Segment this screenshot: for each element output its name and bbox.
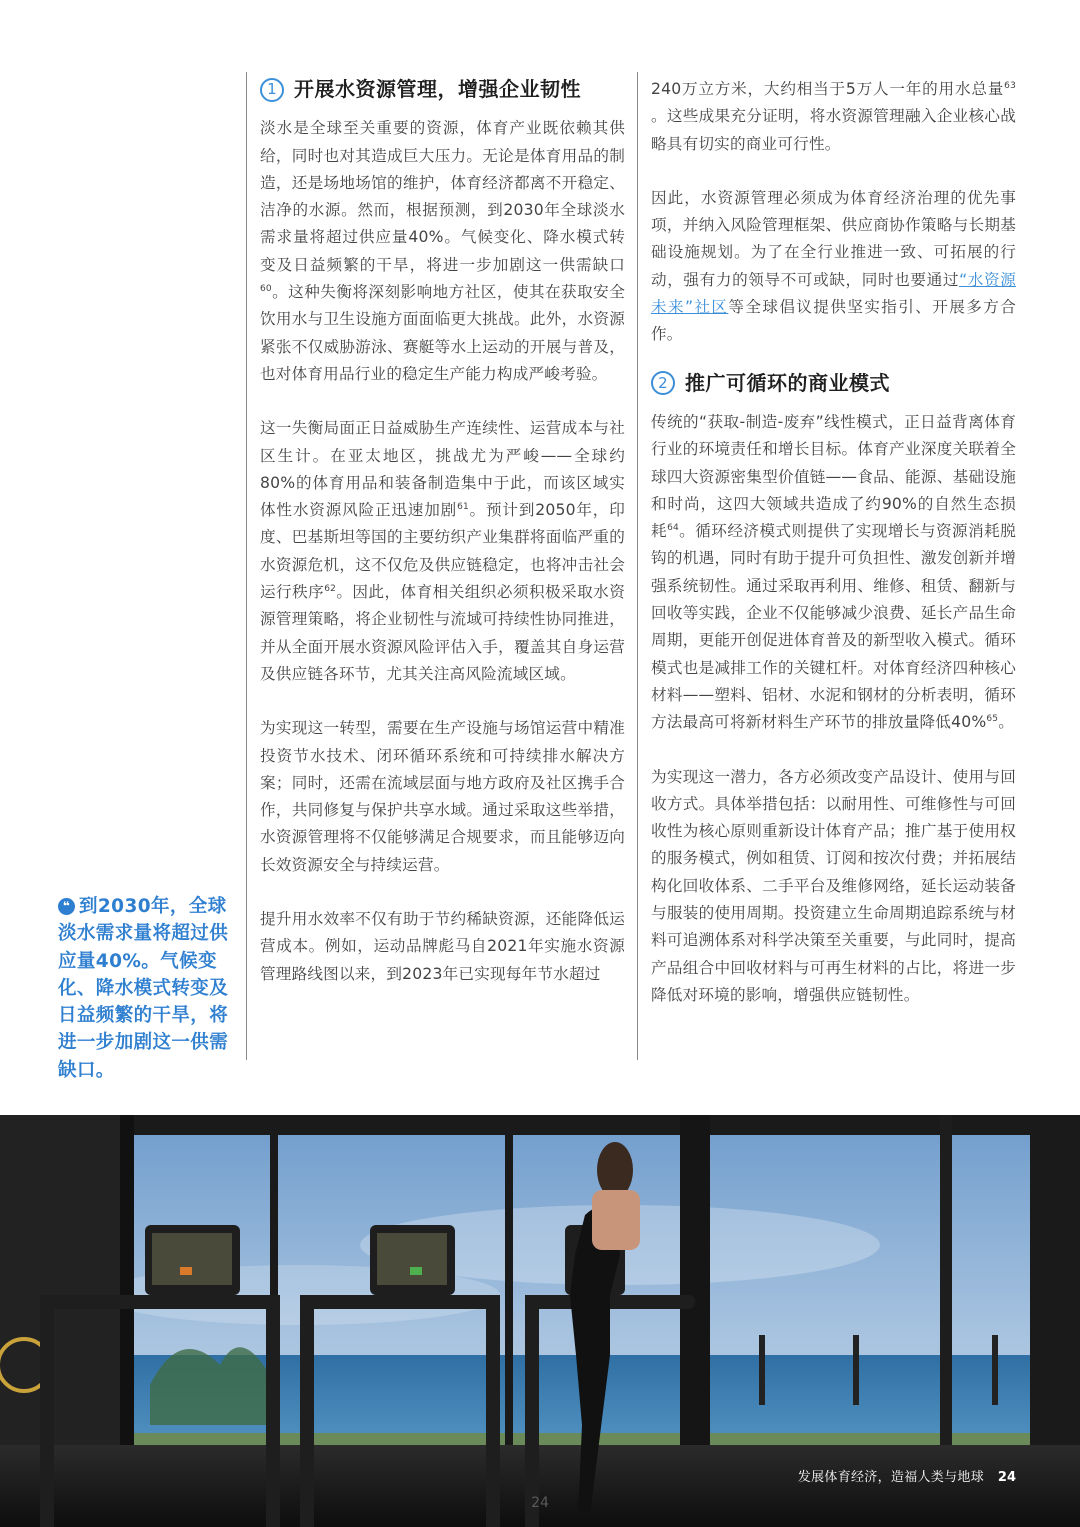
paragraph-2: 这一失衡局面正日益威胁生产连续性、运营成本与社区生计。在亚太地区，挑战尤为严峻——全球约80%的体育用品和装备制造集中于此，而该区域实体性水资源风险正迅速加剧$^{61}$。预计到2050年，印度、巴基斯坦等国的主要纺织产业集群将面临严重的水资源危机，这不仅危及供应链稳定，也将冲击社会运行秩序$^{62}$。因此，体育相关组织必须积极采取水资源管理策略，将企业韧性与流域可持续性协同推进，并从全面开展水资源风险评估入手，覆盖其自身运营及供应链各环节，尤其关注高风险流域区域。 (260, 419, 625, 683)
right-column (651, 76, 1016, 1036)
paragraph-1: 淡水是全球至关重要的资源，体育产业既依赖其供给，同时也对其造成巨大压力。无论是体育用品的制造，还是场地场馆的维护，体育经济都离不开稳定、洁净的水源。然而，根据预测，到2030年全球淡水需求量将超过供应量40%。气候变化、降水模式转变及日益频繁的干旱，将进一步加剧这一供需缺口$^{60}$。这种失衡将深刻影响地方社区，使其在获取安全饮用水与卫生设施方面面临更大挑战。此外，水资源紧张不仅威胁游泳、赛艇等水上运动的开展与普及，也对体育用品行业的稳定生产能力构成严峻考验。 (260, 119, 625, 383)
paragraph-7: 传统的“获取-制造-废弃”线性模式，正日益背离体育行业的环境责任和增长目标。体育产业深度关联着全球四大资源密集型价值链——食品、能源、基础设施和时尚，这四大领域共造成了约90%的自然生态损耗$^{64}$。循环经济模式则提供了实现增长与资源消耗脱钩的机遇，同时有助于提升可负担性、激发创新并增强系统韧性。通过采取再利用、维修、租赁、翻新与回收等实践，企业不仅能够减少浪费、延长产品生命周期，更能开创促进体育普及的新型收入模式。循环模式也是减排工作的关键杠杆。对体育经济四种核心材料——塑料、铝材、水泥和钢材的分析表明，循环方法最高可将新材料生产环节的排放量降低40%$^{65}$。 (651, 412, 1017, 732)
page-number: 24 (997, 1470, 1016, 1485)
footnote-ref-64[interactable]: 64 (667, 522, 679, 533)
footnote-ref-65[interactable]: 65 (986, 714, 999, 725)
paragraph-5: 240万立方米，大约相当于5万人一年的用水总量$^{63}$ 。这些成果充分证明，将水资源管理融入企业核心战略具有切实的商业可行性。 (651, 80, 1016, 153)
pull-quote (58, 893, 238, 1084)
footnote-ref-60[interactable]: 60 (260, 283, 272, 294)
quote-icon: ❝ (58, 898, 75, 915)
section-2-heading (651, 370, 1016, 397)
paragraph-3: 为实现这一转型，需要在生产设施与场馆运营中精准投资节水技术、闭环循环系统和可持续排水解决方案；同时，还需在流域层面与地方政府及社区携手合作，共同修复与保护共享水域。通过采取这些举措，水资源管理将不仅能够满足合规要求，而且能够迈向长效资源安全与持续运营。 (260, 719, 625, 874)
section-1-heading (260, 76, 625, 103)
paragraph-8: 为实现这一潜力，各方必须改变产品设计、使用与回收方式。具体举措包括：以耐用性、可维修性与可回收性为核心原则重新设计体育产品；推广基于使用权的服务模式，例如租赁、订阅和按次付费；并拓展结构化回收体系、二手平台及维修网络，延长运动装备与服装的使用周期。投资建立生命周期追踪系统与材料可追溯体系对科学决策至关重要，与此同时，提高产品组合中回收材料与可再生材料的占比，将进一步降低对环境的影响，增强供应链韧性。 (651, 767, 1016, 1004)
footnote-ref-61[interactable]: 61 (457, 501, 469, 512)
footer-title: 发展体育经济，造福人类与地球 (797, 1470, 984, 1485)
left-column (260, 76, 625, 1015)
footnote-ref-62[interactable]: 62 (324, 583, 337, 594)
pull-quote-text: 到2030年，全球淡水需求量将超过供应量40%。气候变化、降水模式转变及日益频繁的干旱，将进一步加剧这一供需缺口。 (58, 896, 229, 1081)
section-1-title: 开展水资源管理，增强企业韧性 (294, 77, 581, 101)
paragraph-4: 提升用水效率不仅有助于节约稀缺资源，还能降低运营成本。例如，运动品牌彪马自2021年实施水资源管理路线图以来，到2023年已实现每年节水超过 (260, 910, 625, 983)
section-1-number: 1 (260, 78, 284, 102)
section-2-number: 2 (651, 371, 675, 395)
water-resilience-link[interactable]: “水资源未来”社区 (651, 270, 1016, 317)
paragraph-6: 因此，水资源管理必须成为体育经济治理的优先事项，并纳入风险管理框架、供应商协作策略与长期基础设施规划。为了在全行业推进一致、可拓展的行动，强有力的领导不可或缺，同时也要通过“水资源未来”社区等全球倡议提供坚实指引、开展多方合作。 (651, 188, 1016, 344)
footnote-ref-63[interactable]: 63 (1004, 80, 1016, 91)
column-rule-left (246, 72, 247, 1060)
image-page-mark: 24 (531, 1495, 549, 1511)
section-2-title: 推广可循环的商业模式 (685, 370, 890, 395)
column-rule-middle (637, 72, 638, 1060)
